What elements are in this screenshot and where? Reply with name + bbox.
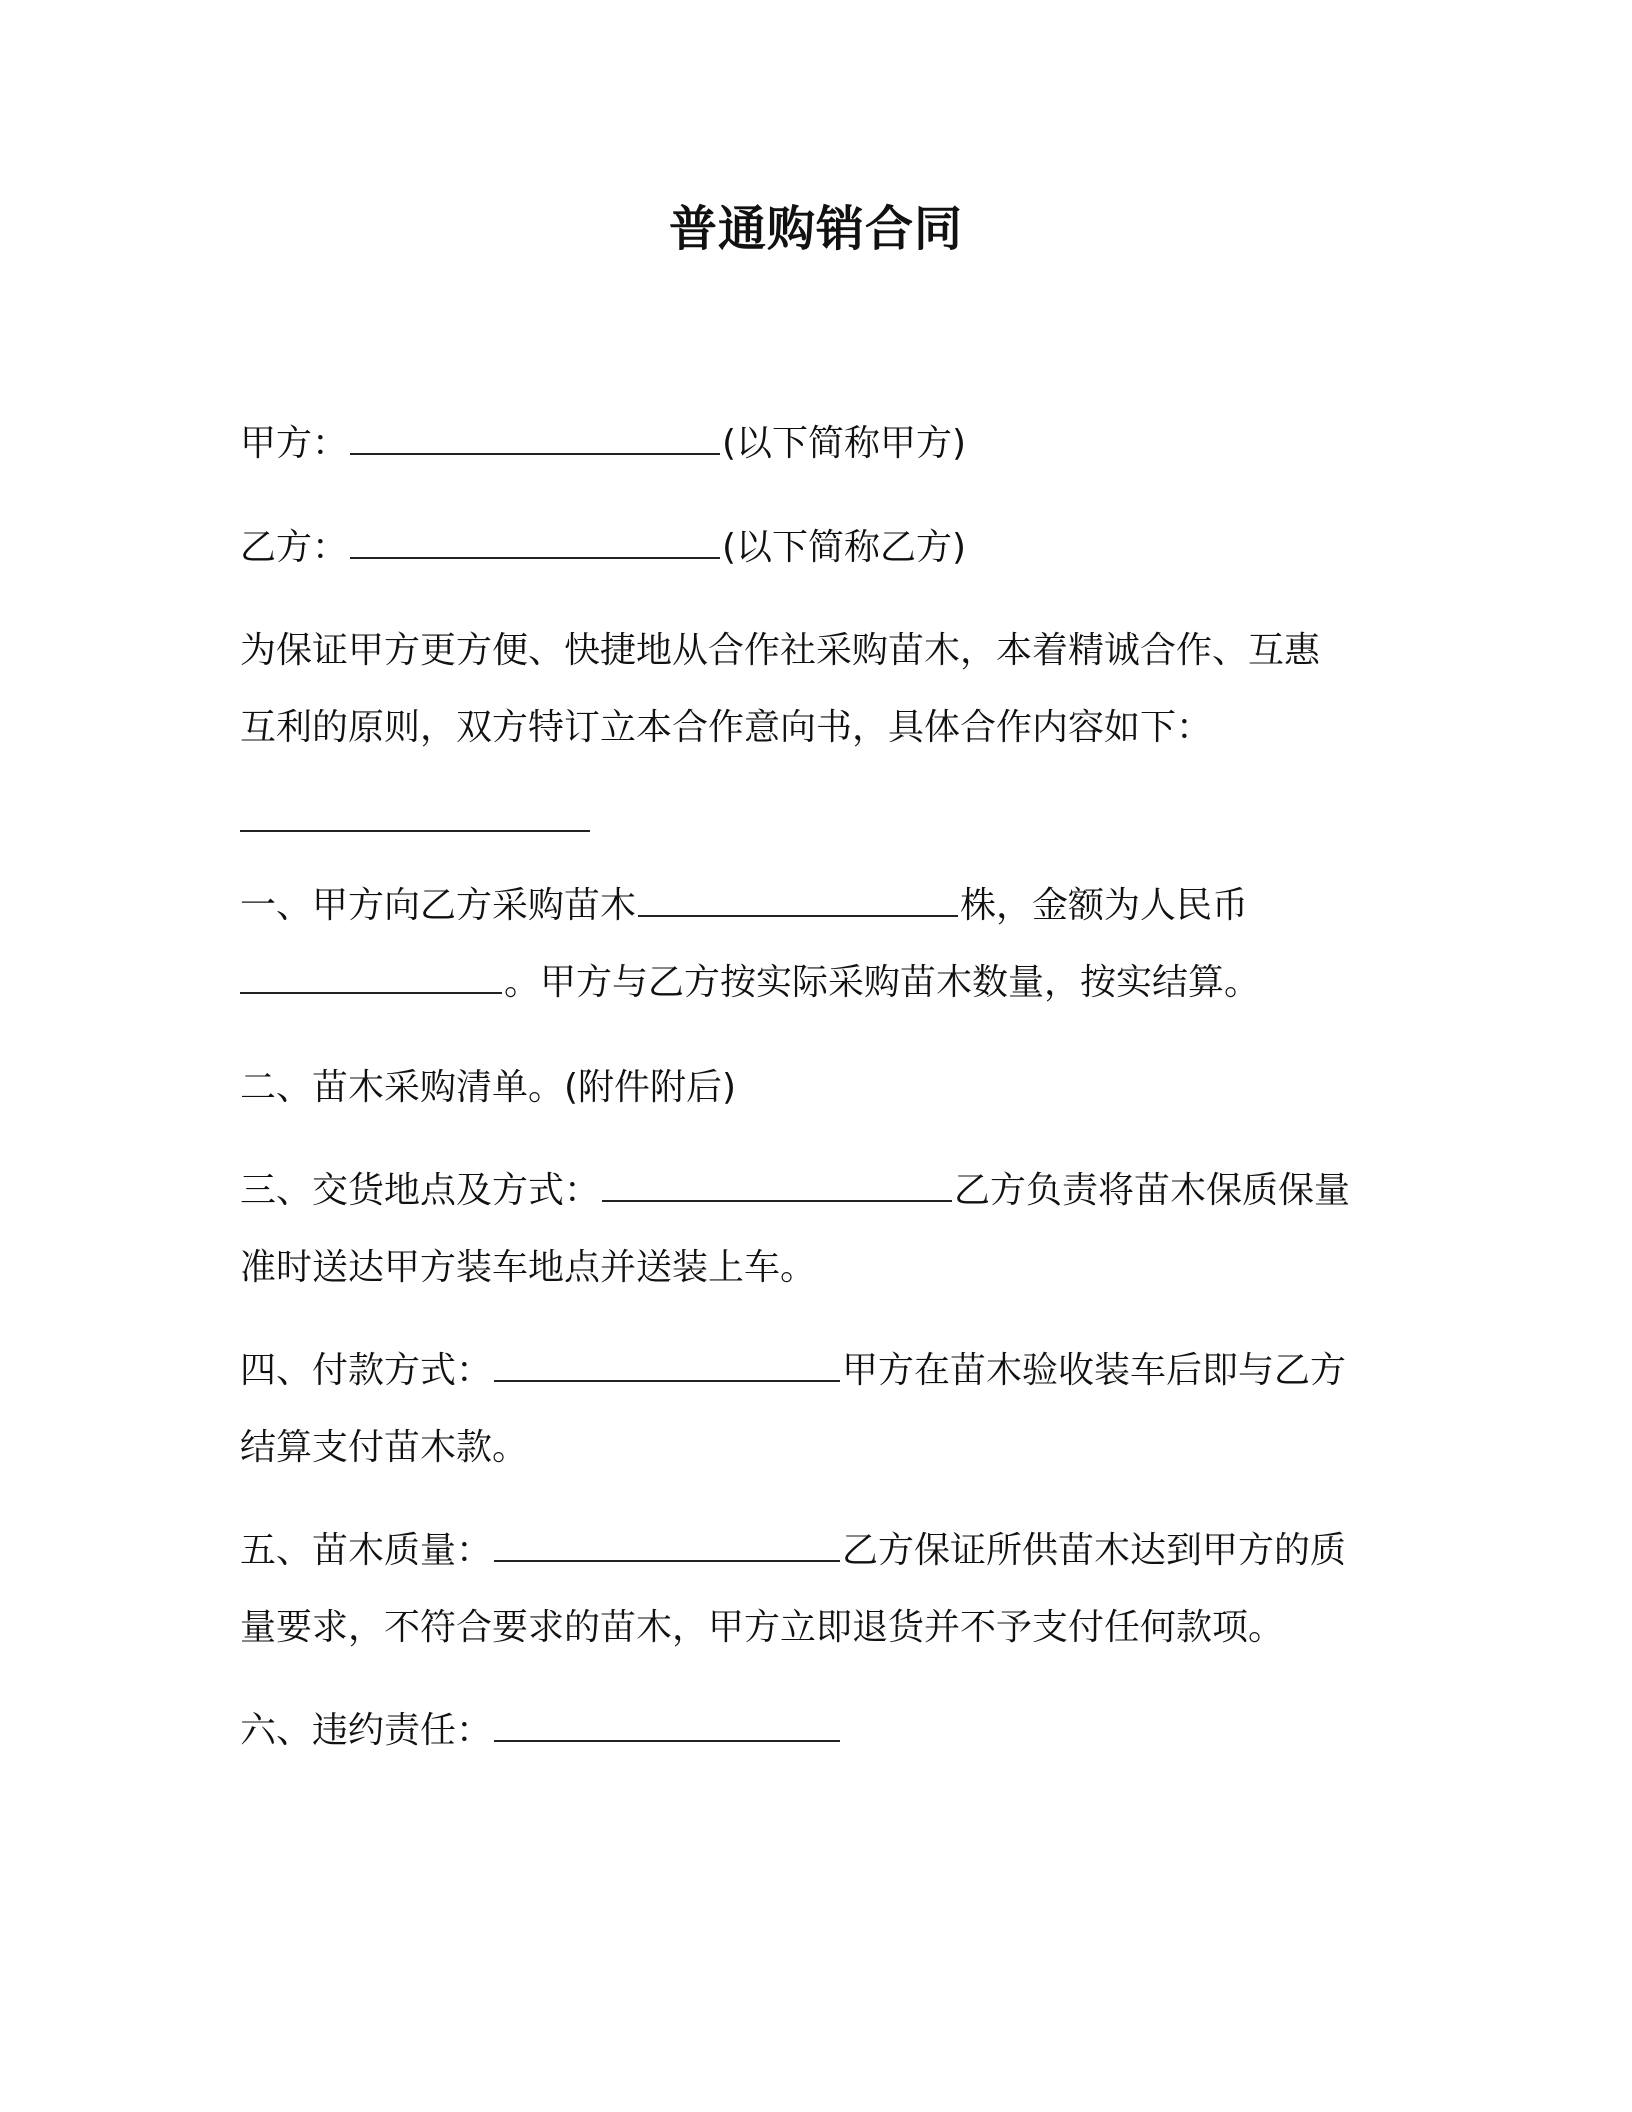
clause-5-prefix: 五、苗木质量：: [240, 1530, 493, 1571]
clause-1-line-2: [240, 957, 1400, 1009]
delivery-blank[interactable]: [602, 1170, 952, 1202]
separator-blank[interactable]: [240, 800, 590, 832]
intro-line-1: 为保证甲方更方便、快捷地从合作社采购苗木，本着精诚合作、互惠: [240, 630, 1321, 671]
party-a-line: [240, 418, 1400, 470]
party-b-blank[interactable]: [350, 527, 720, 559]
party-b-suffix: (以下简称乙方): [722, 527, 967, 568]
clause-6-line: [240, 1705, 1400, 1757]
clause-1-line-1: [240, 880, 1400, 932]
document-title: 普通购销合同: [668, 201, 963, 257]
clause-1-line2-suffix: 。甲方与乙方按实际采购苗木数量，按实结算。: [504, 962, 1261, 1003]
clause-4-line-1: [240, 1345, 1400, 1397]
party-a-label: 甲方：: [240, 423, 349, 464]
amount-blank[interactable]: [240, 962, 502, 994]
party-b-label: 乙方：: [240, 527, 349, 568]
clause-3-line-2: 准时送达甲方装车地点并送装上车。: [240, 1247, 817, 1288]
clause-4-prefix: 四、付款方式：: [240, 1350, 493, 1391]
intro-line-2: 互利的原则，双方特订立本合作意向书，具体合作内容如下：: [240, 707, 1213, 748]
party-a-suffix: (以下简称甲方): [722, 423, 967, 464]
party-b-line: [240, 522, 1400, 574]
quantity-blank[interactable]: [638, 885, 958, 917]
payment-blank[interactable]: [494, 1350, 840, 1382]
clause-5-line-2: 量要求，不符合要求的苗木，甲方立即退货并不予支付任何款项。: [240, 1607, 1285, 1648]
clause-1-prefix: 一、甲方向乙方采购苗木: [240, 885, 637, 926]
clause-6-prefix: 六、违约责任：: [240, 1710, 493, 1751]
clause-1-middle: 株，金额为人民币: [960, 885, 1249, 926]
clause-5-line-1: [240, 1525, 1400, 1577]
clause-2-line: 二、苗木采购清单。(附件附后): [240, 1067, 737, 1108]
clause-4-line-2: 结算支付苗木款。: [240, 1427, 529, 1468]
clause-3-prefix: 三、交货地点及方式：: [240, 1170, 601, 1211]
clause-3-line-1: [240, 1165, 1400, 1217]
party-a-blank[interactable]: [350, 423, 720, 455]
clause-4-suffix: 甲方在苗木验收装车后即与乙方: [842, 1350, 1347, 1391]
clause-3-suffix: 乙方负责将苗木保质保量: [954, 1170, 1351, 1211]
liability-blank[interactable]: [494, 1710, 840, 1742]
separator-line: [240, 795, 1400, 847]
clause-5-suffix: 乙方保证所供苗木达到甲方的质: [842, 1530, 1347, 1571]
quality-blank[interactable]: [494, 1530, 840, 1562]
